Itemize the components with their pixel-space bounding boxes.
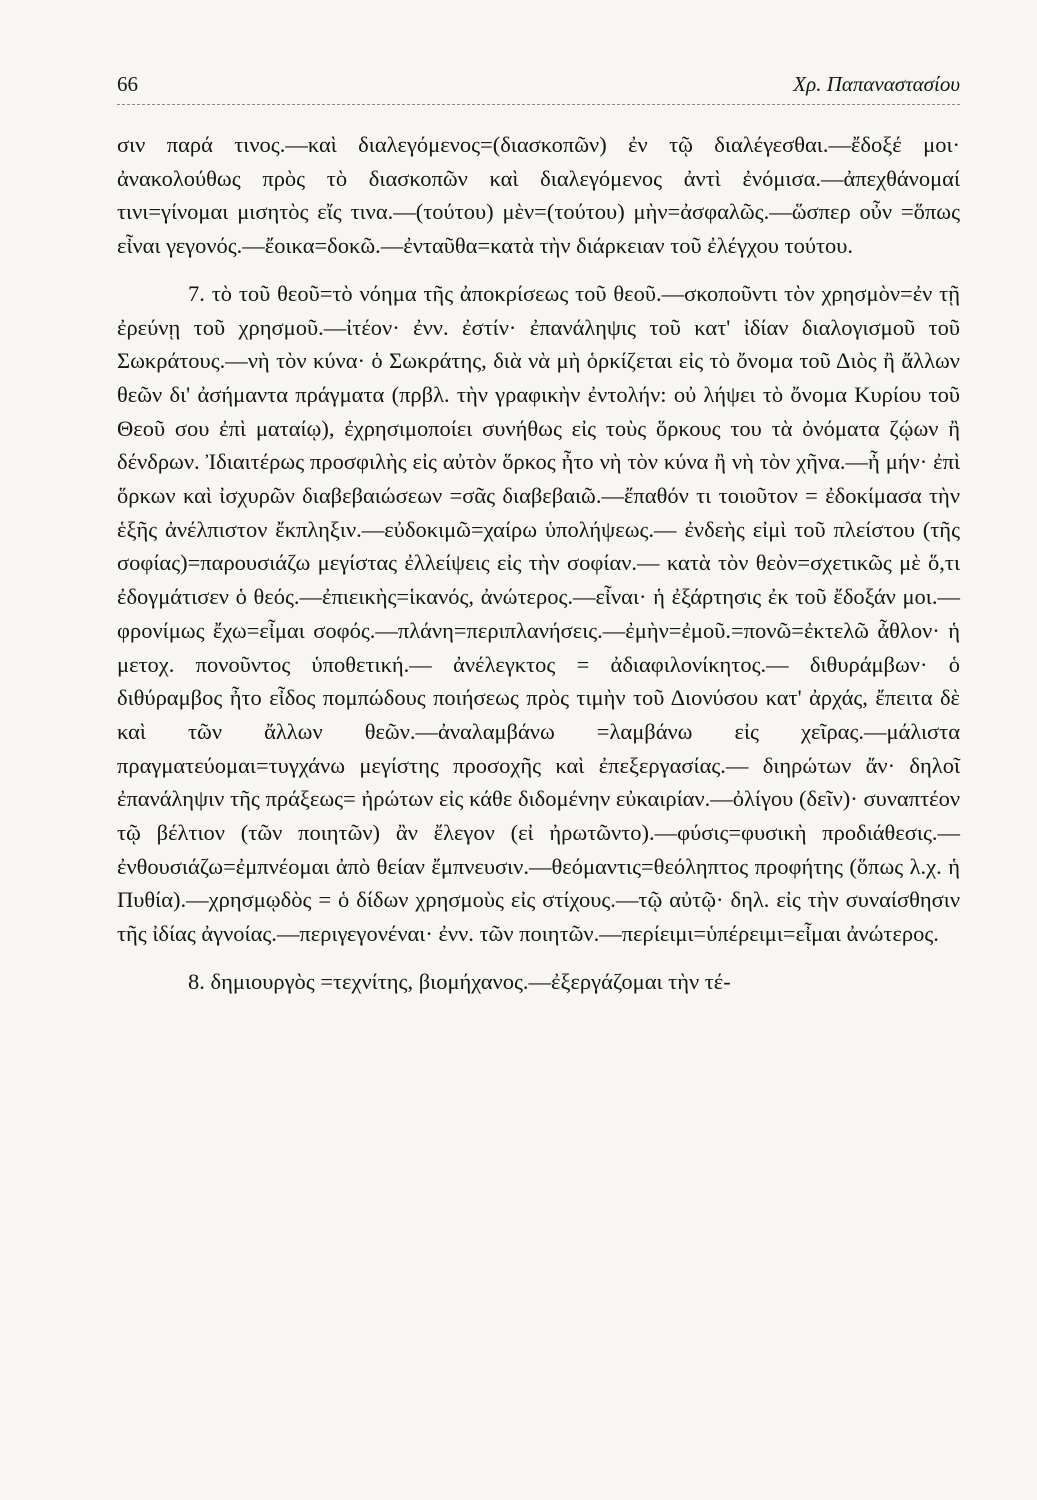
page-number: 66 <box>117 72 138 96</box>
paragraph-section-7: 7. τὸ τοῦ θεοῦ=τὸ νόημα τῆς ἀποκρίσεως τοῦ θεοῦ.—σκοποῦντι τὸν χρησμὸν=ἐν τῇ ἐρεύνῃ τοῦ χρησμοῦ.—ἰτέον· ἐνν. ἐστίν· ἐπανάληψις τοῦ κατ' ἰδίαν διαλογισμοῦ τοῦ Σωκράτους.—νὴ τὸν κύνα· ὁ Σωκράτης, διὰ νὰ μὴ ὁρκίζεται εἰς τὸ ὄνομα τοῦ Διὸς ἢ ἄλλων θεῶν δι' ἀσήμαντα πράγματα (πρβλ. τὴν γραφικὴν ἐντολήν: οὐ λήψει τὸ ὄνομα Κυρίου τοῦ Θεοῦ σου ἐπὶ ματαίῳ), ἐχρησιμοποίει συνήθως εἰς τοὺς ὅρκους του τὰ ὀνόματα ζῴων ἢ δένδρων. Ἰδιαιτέρως προσφιλὴς εἰς αὐτὸν ὅρκος ἦτο νὴ τὸν κύνα ἢ νὴ τὸν χῆνα.—ἦ μήν· ἐπὶ ὅρκων καὶ ἰσχυρῶν διαβεβαιώσεων =σᾶς διαβεβαιῶ.—ἔπαθόν τι τοιοῦτον = ἐδοκίμασα τὴν ἑξῆς ἀνέλπιστον ἔκπληξιν.—εὐδοκιμῶ=χαίρω ὑπολήψεως.— ἐνδεὴς εἰμὶ τοῦ πλείστου (τῆς σοφίας)=παρουσιάζω μεγίστας ἐλλείψεις εἰς τὴν σοφίαν.— κατὰ τὸν θεὸν=σχετικῶς μὲ ὅ,τι ἐδογμάτισεν ὁ θεός.—ἐπιεικὴς=ἱκανός, ἀνώτερος.—εἶναι· ἡ ἐξάρτησις ἐκ τοῦ ἔδοξάν μοι.—φρονίμως ἔχω=εἶμαι σοφός.—πλάνη=περιπλανήσεις.—ἐμὴν=ἐμοῦ.=πονῶ=ἐκτελῶ ἆθλον· ἡ μετοχ. πονοῦντος ὑποθετική.— ἀνέλεγκτος = ἀδιαφιλονίκητος.— διθυράμβων· ὁ διθύραμβος ἦτο εἶδος πομπώδους ποιήσεως πρὸς τιμὴν τοῦ Διονύσου κατ' ἀρχάς, ἔπειτα δὲ καὶ τῶν ἄλλων θεῶν.—ἀναλαμβάνω =λαμβάνω εἰς χεῖρας.—μάλιστα πραγματεύομαι=τυγχάνω μεγίστης προσοχῆς καὶ ἐπεξεργασίας.— διηρώτων ἄν· δηλοῖ ἐπανάληψιν τῆς πράξεως= ἠρώτων εἰς κάθε διδομένην εὐκαιρίαν.—ὀλίγου (δεῖν)· συναπτέον τῷ βέλτιον (τῶν ποιητῶν) ἂν ἔλεγον (εἰ ἠρωτῶντο).—φύσις=φυσικὴ προδιάθεσις.—ἐνθουσιάζω=ἐμπνέομαι ἀπὸ θείαν ἔμπνευσιν.—θεόμαντις=θεόληπτος προφήτης (ὅπως λ.χ. ἡ Πυθία).—χρησμῳδὸς = ὁ δίδων χρησμοὺς εἰς στίχους.—τῷ αὐτῷ· δηλ. εἰς τὴν συναίσθησιν τῆς ἰδίας ἀγνοίας.—περιγεγονέναι· ἐνν. τῶν ποιητῶν.—περίειμι=ὑπέρειμι=εἶμαι ἀνώτερος. <box>117 280 960 947</box>
header-rule <box>117 104 960 105</box>
paragraph-section-8: 8. δημιουργὸς =τεχνίτης, βιομήχανος.—ἐξεργάζομαι τὴν τέ- <box>188 968 731 994</box>
running-head-author: Χρ. Παπαναστασίου <box>793 72 960 96</box>
page-body <box>117 128 960 999</box>
page-header <box>117 72 960 104</box>
paragraph-continuation: σιν παρά τινος.—καὶ διαλεγόμενος=(διασκοπῶν) ἐν τῷ διαλέγεσθαι.—ἔδοξέ μοι· ἀνακολούθως πρὸς τὸ διασκοπῶν καὶ διαλεγόμενος ἀντὶ ἐνόμισα.—ἀπεχθάνομαί τινι=γίνομαι μισητὸς εἴς τινα.—(τούτου) μὲν=(τούτου) μὴν=ἀσφαλῶς.—ὥσπερ οὖν =ὅπως εἶναι γεγονός.—ἔοικα=δοκῶ.—ἐνταῦθα=κατὰ τὴν διάρκειαν τοῦ ἐλέγχου τούτου. <box>117 132 960 259</box>
